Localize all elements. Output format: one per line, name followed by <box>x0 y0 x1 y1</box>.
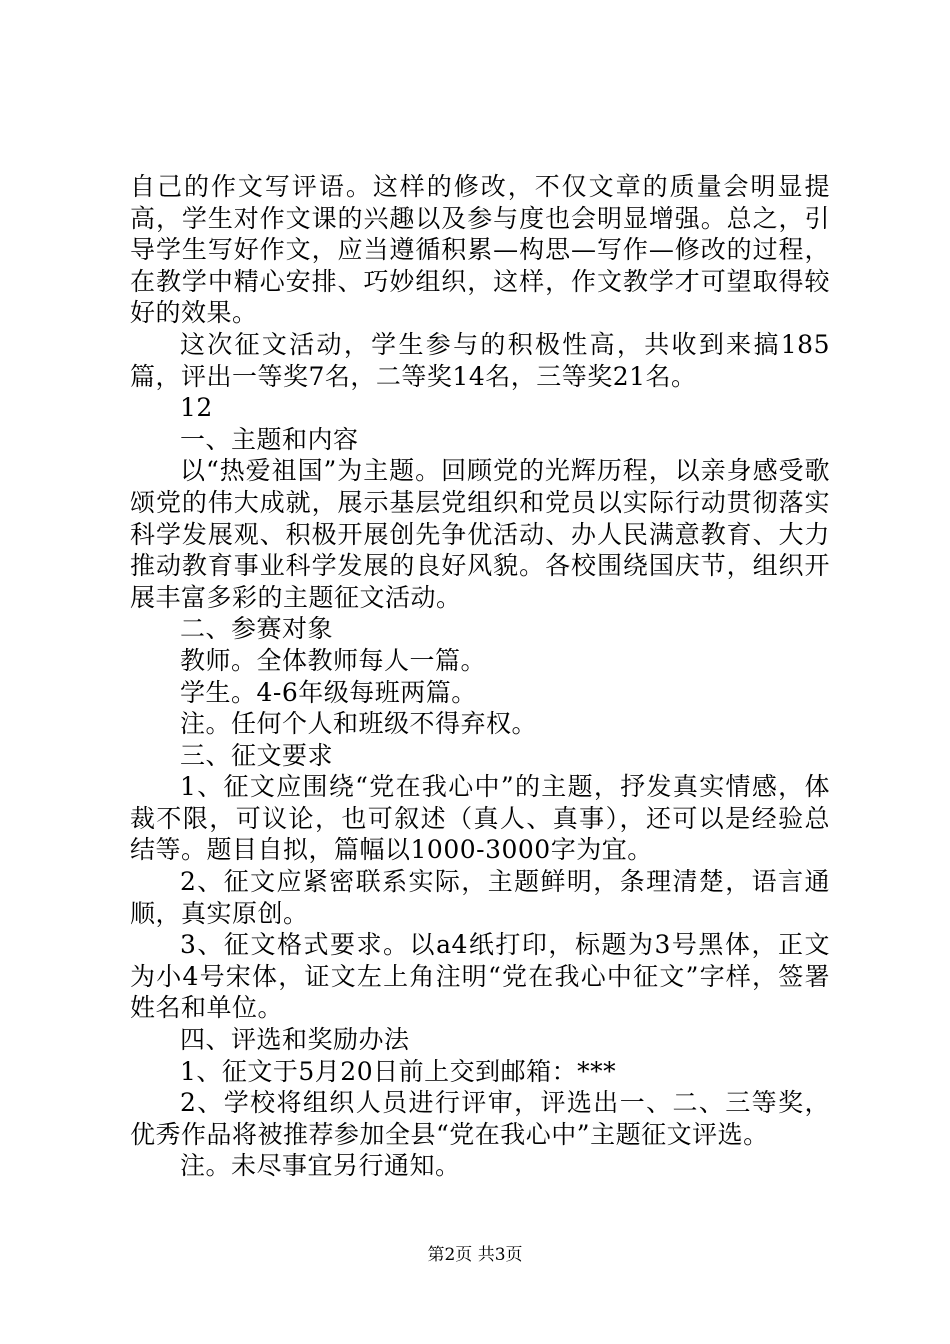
section-heading-1: 一、主题和内容 <box>180 424 359 454</box>
paragraph-3: 12 <box>180 393 213 423</box>
paragraph-req-2: 2、征文应紧密联系实际，主题鲜明，条理清楚，语言通顺，真实原创。 <box>130 867 830 928</box>
section-heading-2: 二、参赛对象 <box>180 614 334 644</box>
paragraph-req-1: 1、征文应围绕“党在我心中”的主题，抒发真实情感，体裁不限，可议论，也可叙述（真人、真事），还可以是经验总结等。题目自拟，篇幅以1000-3000字为宜。 <box>130 772 830 865</box>
paragraph-award-2: 2、学校将组织人员进行评审，评选出一、二、三等奖，优秀作品将被推荐参加全县“党在我心中”主题征文评选。 <box>130 1088 830 1149</box>
paragraph-award-1: 1、征文于5月20日前上交到邮箱：*** <box>180 1056 617 1086</box>
paragraph-req-3: 3、征文格式要求。以a4纸打印，标题为3号黑体，正文为小4号宋体，证文左上角注明“党在我心中征文”字样，签署姓名和单位。 <box>130 930 830 1023</box>
page-number-label: 第2页 共3页 <box>427 1245 523 1265</box>
paragraph-1: 自己的作文写评语。这样的修改，不仅文章的质量会明显提高，学生对作文课的兴趣以及参与度也会明显增强。总之，引导学生写好作文，应当遵循积累—构思—写作—修改的过程，在教学中精心安排、巧妙组织，这样，作文教学才可望取得较好的效果。 <box>130 172 830 328</box>
paragraph-note-1: 注。任何个人和班级不得弃权。 <box>180 709 538 739</box>
paragraph-2: 这次征文活动，学生参与的积极性高，共收到来搞185篇，评出一等奖7名，二等奖14名，三等奖21名。 <box>130 329 830 391</box>
document-body <box>130 171 830 1182</box>
paragraph-note-2: 注。未尽事宜另行通知。 <box>180 1151 461 1181</box>
paragraph-teachers: 教师。全体教师每人一篇。 <box>180 645 487 675</box>
paragraph-students: 学生。4-6年级每班两篇。 <box>180 677 477 707</box>
page-footer <box>0 1244 950 1266</box>
section-heading-3: 三、征文要求 <box>180 740 334 770</box>
paragraph-theme: 以“热爱祖国”为主题。回顾党的光辉历程，以亲身感受歌颂党的伟大成就，展示基层党组织和党员以实际行动贯彻落实科学发展观、积极开展创先争优活动、办人民满意教育、大力推动教育事业科学发展的良好风貌。各校围绕国庆节，组织开展丰富多彩的主题征文活动。 <box>130 456 830 612</box>
section-heading-4: 四、评选和奖励办法 <box>180 1025 410 1055</box>
